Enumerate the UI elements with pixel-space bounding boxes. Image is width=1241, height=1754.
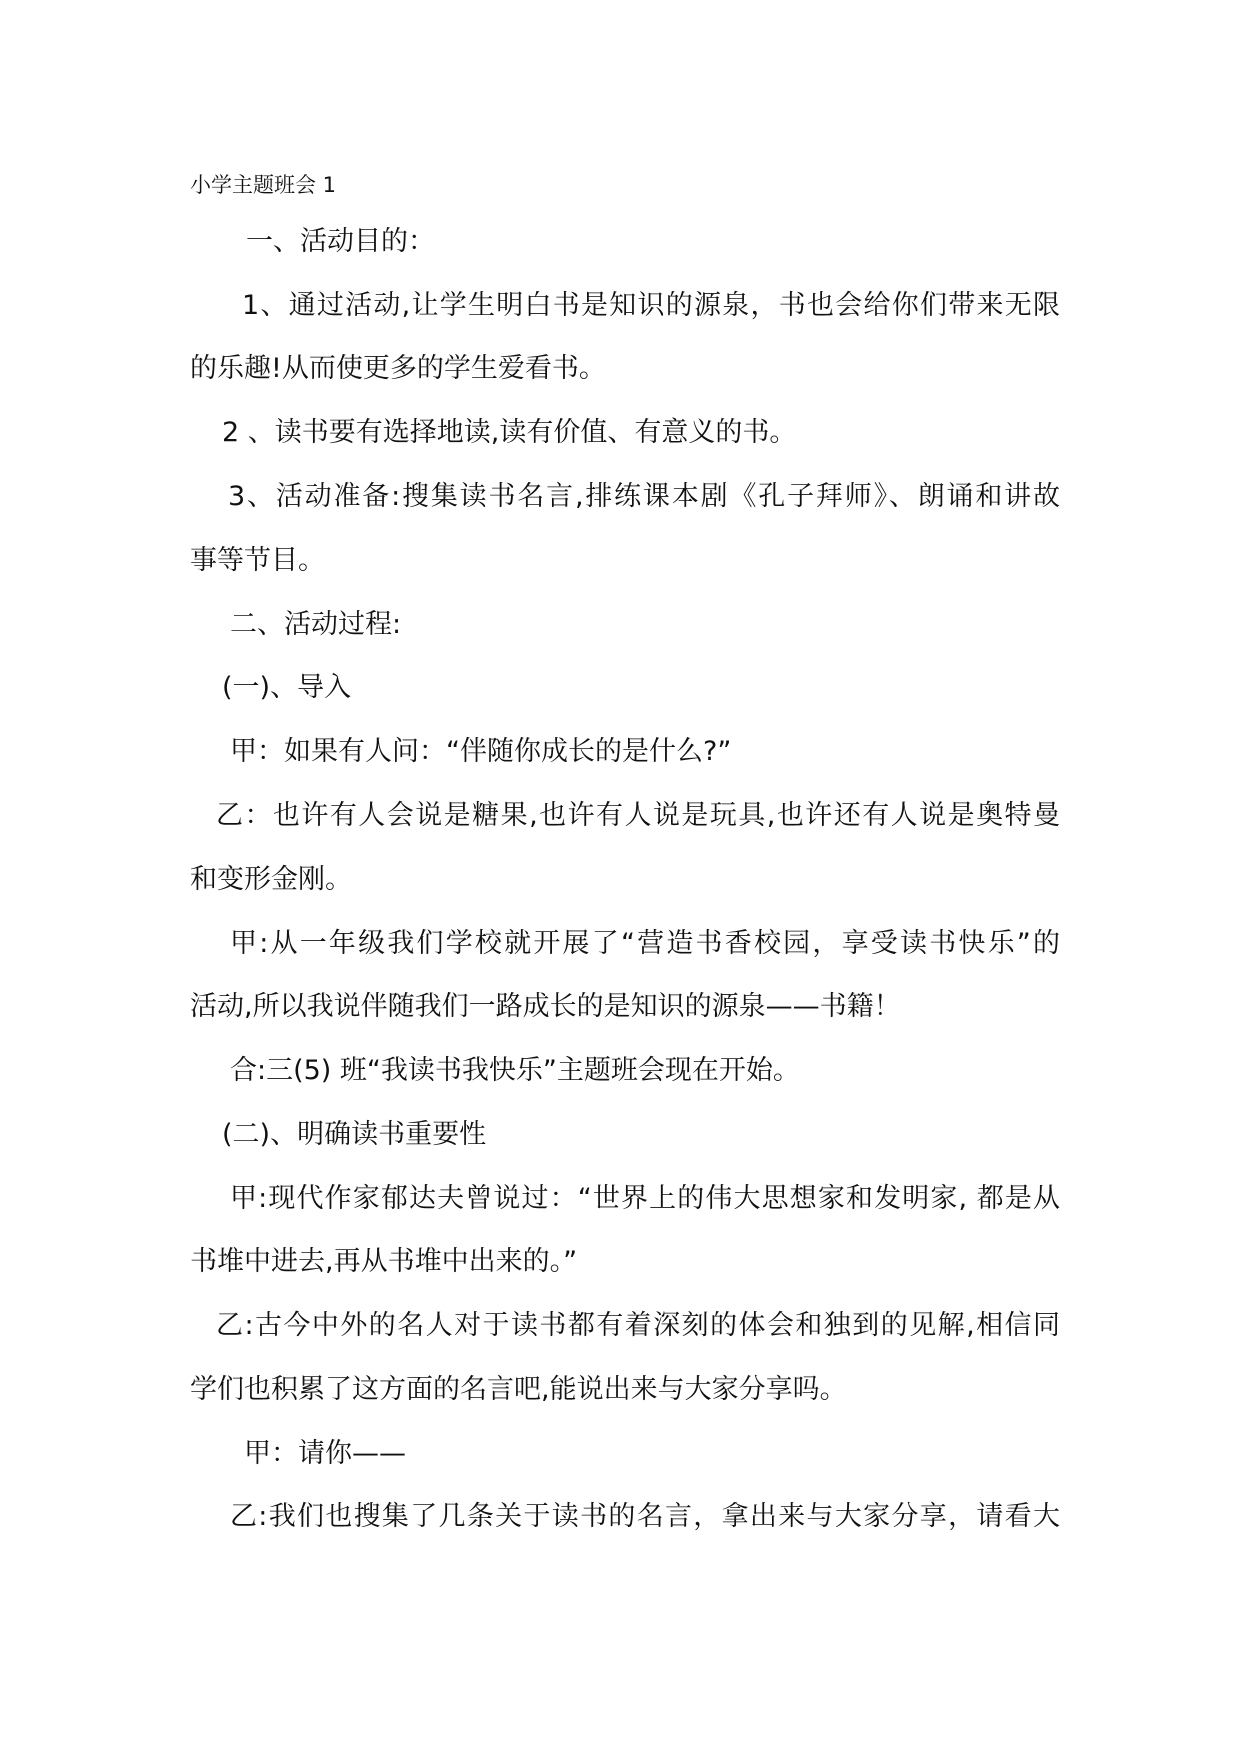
- paragraph-line: 的乐趣!从而使更多的学生爱看书。: [190, 353, 606, 384]
- dialogue-line: 乙:我们也搜集了几条关于读书的名言，拿出来与大家分享，请看大: [230, 1501, 1060, 1532]
- dialogue-line: 乙：也许有人会说是糖果,也许有人说是玩具,也许还有人说是奥特曼: [216, 800, 1060, 831]
- heading-reading-importance: (二)、明确读书重要性: [222, 1119, 487, 1150]
- dialogue-line: 学们也积累了这方面的名言吧,能说出来与大家分享吗。: [190, 1374, 847, 1405]
- dialogue-line: 甲：如果有人问：“伴随你成长的是什么?”: [230, 736, 732, 767]
- heading-activity-goals: 一、活动目的：: [246, 226, 435, 257]
- paragraph-line: 2 、读书要有选择地读,读有价值、有意义的书。: [222, 417, 797, 448]
- heading-intro: (一)、导入: [222, 672, 352, 703]
- dialogue-line: 活动,所以我说伴随我们一路成长的是知识的源泉——书籍！: [190, 991, 901, 1022]
- paragraph-line: 1、通过活动,让学生明白书是知识的源泉，书也会给你们带来无限: [242, 290, 1060, 321]
- dialogue-line: 书堆中进去,再从书堆中出来的。”: [190, 1246, 578, 1277]
- dialogue-line: 甲:从一年级我们学校就开展了“营造书香校园，享受读书快乐”的: [230, 928, 1060, 959]
- document-title: 小学主题班会 1: [190, 173, 337, 197]
- dialogue-line: 和变形金刚。: [190, 864, 352, 895]
- dialogue-line: 合:三(5) 班“我读书我快乐”主题班会现在开始。: [230, 1055, 800, 1086]
- heading-activity-process: 二、活动过程:: [230, 609, 402, 640]
- dialogue-line: 乙:古今中外的名人对于读书都有着深刻的体会和独到的见解,相信同: [216, 1310, 1060, 1341]
- dialogue-line: 甲:现代作家郁达夫曾说过：“世界上的伟大思想家和发明家, 都是从: [230, 1183, 1060, 1214]
- dialogue-line: 甲：请你——: [244, 1438, 406, 1469]
- paragraph-line: 3、活动准备:搜集读书名言,排练课本剧《孔子拜师》、朗诵和讲故: [228, 481, 1060, 512]
- paragraph-line: 事等节目。: [190, 545, 325, 576]
